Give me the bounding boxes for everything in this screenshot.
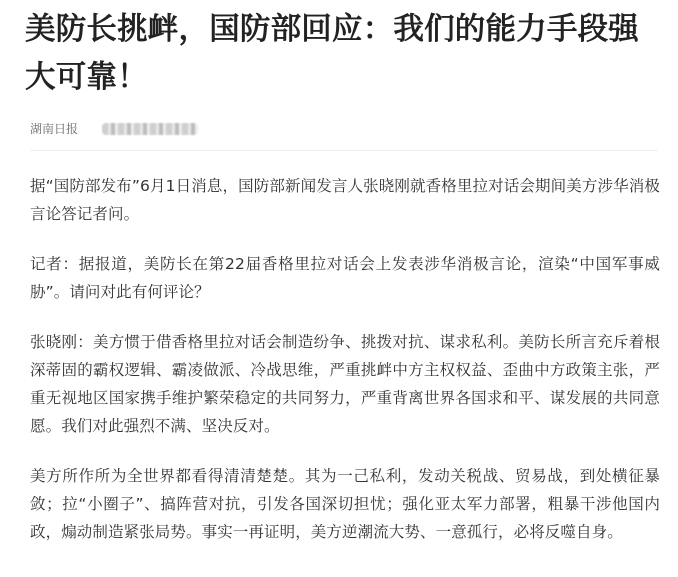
article-meta xyxy=(30,120,198,138)
source-label: 湖南日报 xyxy=(30,122,79,136)
article-body xyxy=(30,172,660,568)
paragraph-intro: 据“国防部发布”6月1日消息，国防部新闻发言人张晓刚就香格里拉对话会期间美方涉华消极言论答记者问。 xyxy=(30,177,660,223)
paragraph-question: 记者：据报道，美防长在第22届香格里拉对话会上发表涉华消极言论，渲染“中国军事威胁”。请问对此有何评论？ xyxy=(30,255,660,301)
redacted-date xyxy=(102,123,198,135)
divider xyxy=(30,150,658,151)
article-title: 美防长挑衅，国防部回应：我们的能力手段强大可靠！ xyxy=(25,12,639,95)
paragraph-statement: 美方所作所为全世界都看得清清楚楚。其为一己私利，发动关税战、贸易战，到处横征暴敛；拉“小圈子”、搞阵营对抗，引发各国深切担忧；强化亚太军力部署，粗暴干涉他国内政，煽动制造紧张局势。事实一再证明，美方逆潮流大势、一意孤行，必将反噬自身。 xyxy=(30,467,660,541)
paragraph-answer: 张晓刚：美方惯于借香格里拉对话会制造纷争、挑拨对抗、谋求私利。美防长所言充斥着根深蒂固的霸权逻辑、霸凌做派、冷战思维，严重挑衅中方主权权益、歪曲中方政策主张，严重无视地区国家携手维护繁荣稳定的共同努力，严重背离世界各国求和平、谋发展的共同意愿。我们对此强烈不满、坚决反对。 xyxy=(30,333,660,435)
